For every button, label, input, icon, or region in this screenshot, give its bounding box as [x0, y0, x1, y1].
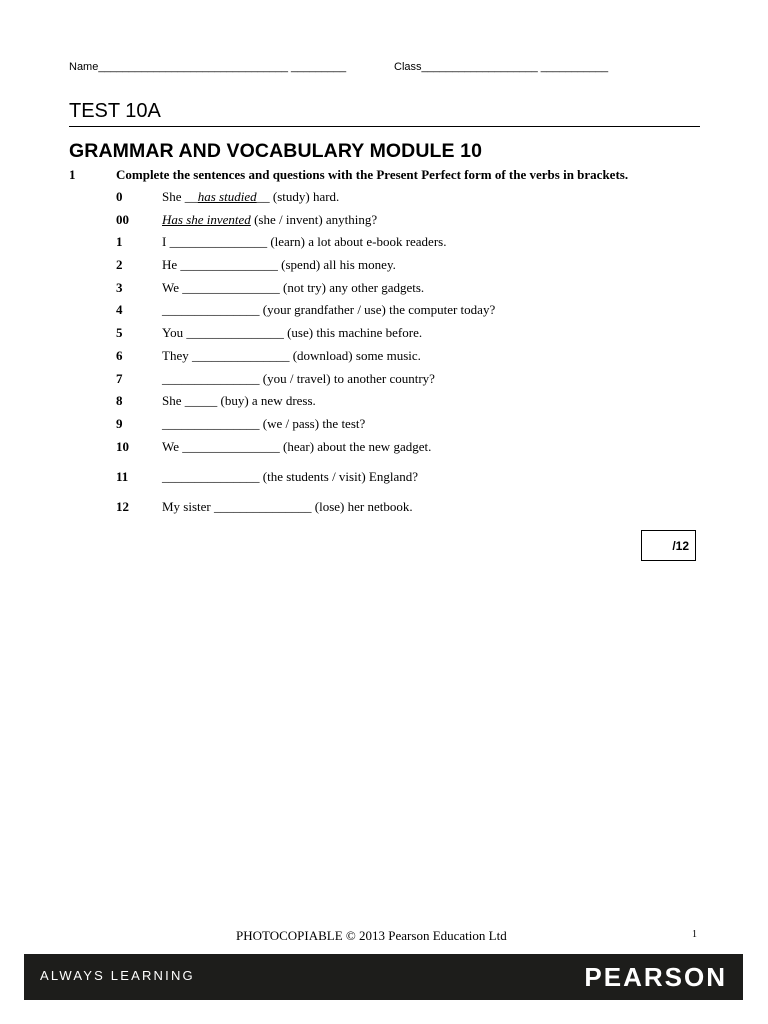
question-row — [0, 469, 768, 487]
question-number: 5 — [116, 325, 123, 340]
question-text: They _______________ (download) some music. — [162, 348, 421, 363]
example-text — [162, 212, 377, 228]
question-row — [0, 371, 768, 389]
question-text: I _______________ (learn) a lot about e-book readers. — [162, 234, 447, 249]
student-info-header — [69, 61, 700, 75]
test-title: TEST 10A — [69, 100, 161, 122]
name-label: Name — [69, 61, 99, 73]
name-blank: _______________________________ _________ — [98, 61, 347, 73]
question-number: 4 — [116, 302, 123, 317]
class-field — [394, 61, 608, 73]
example-after: (she / invent) anything? — [250, 212, 378, 227]
question-text: We _______________ (not try) any other gadgets. — [162, 280, 425, 295]
question-number: 3 — [116, 280, 123, 295]
score-total: /12 — [672, 539, 689, 553]
question-row — [0, 257, 768, 275]
question-number: 12 — [116, 499, 129, 514]
question-row — [0, 416, 768, 434]
question-text: _______________ (we / pass) the test? — [162, 416, 366, 431]
exercise-number: 1 — [69, 167, 76, 182]
question-text: He _______________ (spend) all his money. — [162, 257, 396, 272]
question-number: 9 — [116, 416, 123, 431]
example-answer: Has she invented — [162, 212, 251, 227]
copyright-notice: PHOTOCOPIABLE © 2013 Pearson Education Ltd — [236, 928, 507, 943]
question-number: 2 — [116, 257, 123, 272]
question-number: 10 — [116, 439, 129, 454]
question-text: You _______________ (use) this machine before. — [162, 325, 423, 340]
tagline: ALWAYS LEARNING — [40, 968, 195, 983]
example-row — [0, 212, 768, 230]
question-row — [0, 393, 768, 411]
question-row — [0, 499, 768, 517]
question-row — [0, 439, 768, 457]
question-text: _______________ (the students / visit) England? — [162, 469, 419, 484]
example-text — [162, 189, 339, 205]
example-number: 00 — [116, 212, 129, 227]
name-field — [69, 61, 346, 73]
question-row — [0, 302, 768, 320]
class-blank: ___________________ ___________ — [421, 61, 609, 73]
question-number: 1 — [116, 234, 123, 249]
question-text: _______________ (your grandfather / use) the computer today? — [162, 302, 496, 317]
example-answer: has studied — [197, 189, 257, 204]
example-row — [0, 189, 768, 207]
question-text: _______________ (you / travel) to another country? — [162, 371, 435, 386]
example-number: 0 — [116, 189, 123, 204]
brand-band — [24, 954, 743, 1000]
question-number: 8 — [116, 393, 123, 408]
example-after: __ (study) hard. — [256, 189, 340, 204]
question-number: 7 — [116, 371, 123, 386]
title-divider — [69, 126, 700, 127]
class-label: Class — [394, 61, 422, 73]
page-number: 1 — [692, 929, 697, 940]
question-number: 6 — [116, 348, 123, 363]
question-row — [0, 348, 768, 366]
example-before: She __ — [162, 189, 198, 204]
question-number: 11 — [116, 469, 129, 484]
question-row — [0, 280, 768, 298]
question-text: We _______________ (hear) about the new gadget. — [162, 439, 432, 454]
question-text: My sister _______________ (lose) her netbook. — [162, 499, 413, 514]
exercise-instruction: Complete the sentences and questions with the Present Perfect form of the verbs in brackets. — [116, 167, 629, 182]
pearson-logo: PEARSON — [584, 962, 727, 992]
module-title: GRAMMAR AND VOCABULARY MODULE 10 — [69, 140, 483, 162]
question-text: She _____ (buy) a new dress. — [162, 393, 316, 408]
question-row — [0, 325, 768, 343]
question-row — [0, 234, 768, 252]
score-box — [641, 530, 696, 561]
